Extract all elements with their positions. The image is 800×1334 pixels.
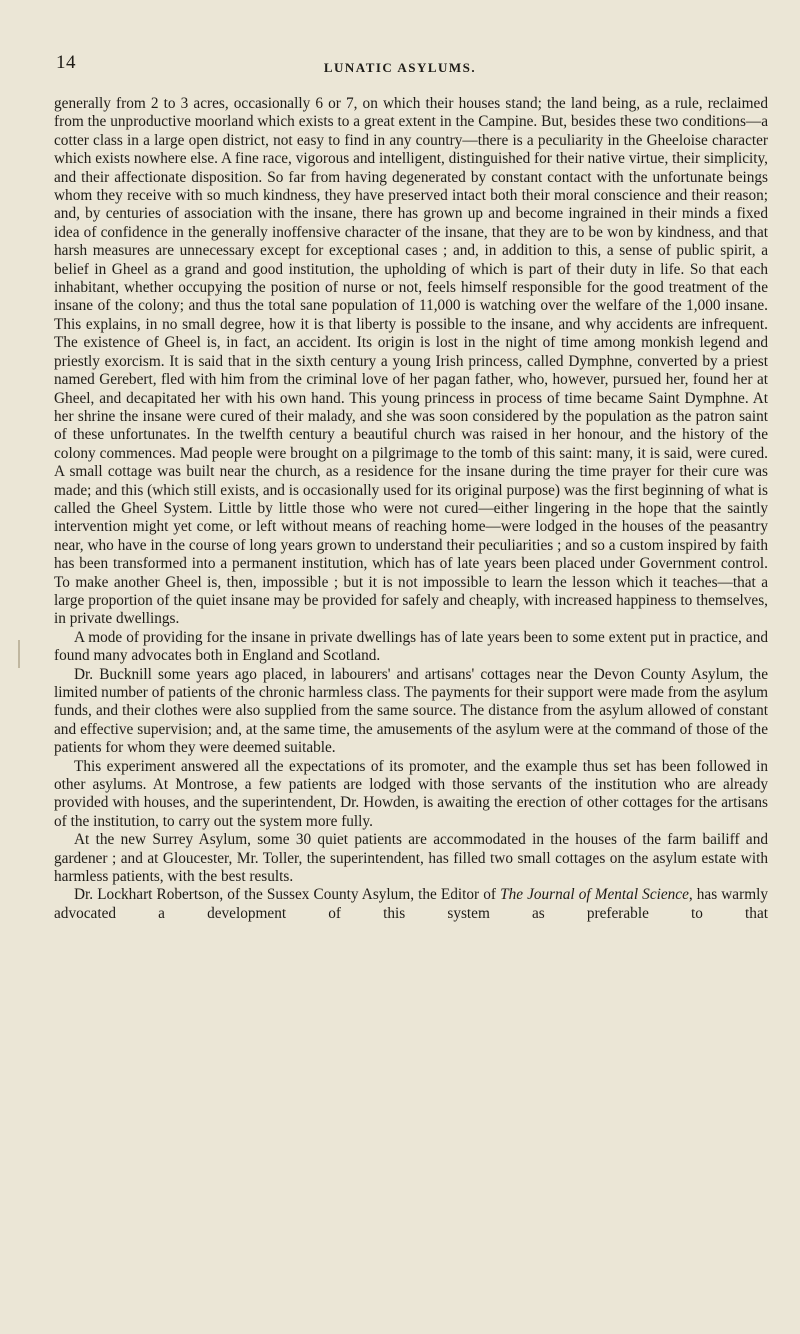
paragraph-3: Dr. Bucknill some years ago placed, in labourers' and artisans' cottages near the Devon County Asylum, the limited number of patients of the chronic harmless class. The payments for their support were made from the asylum funds, and their clothes were also supplied from the same source. The distance from the asylum allowed of constant and effective supervision; and, at the same time, the amusements of the asylum were at the command of those of the patients for whom they were deemed suitable.: [54, 665, 768, 757]
running-title: LUNATIC ASYLUMS.: [323, 60, 477, 75]
body-text: [54, 95, 768, 923]
paragraph-4: This experiment answered all the expectations of its promoter, and the example thus set has been followed in other asylums. At Montrose, a few patients are lodged with those servants of the institution who are already provided with houses, and the superintendent, Dr. Howden, is awaiting the erection of other cottages for the artisans of the institution, to carry out the system more fully.: [54, 757, 768, 830]
paragraph-1: generally from 2 to 3 acres, occasionally 6 or 7, on which their houses stand; the land being, as a rule, reclaimed from the unproductive moorland which exists to a great extent in the Campine. But, besides these two conditions—a cotter class in a large open district, not easy to find in any country—there is a peculiarity in the Gheeloise character which exists nowhere else. A fine race, vigorous and intelligent, distinguished for their native virtue, their simplicity, and their affectionate disposition. So far from having degenerated by constant contact with the unfortunate beings whom they receive with so much kindness, they have preserved intact both their moral conscience and their reason; and, by centuries of association with the insane, there has grown up and become ingrained in their minds a fixed idea of confidence in the generally inoffensive character of the insane, that they are to be won by kindness, and that harsh measures are unnecessary except for exceptional cases ; and, in addition to this, a sense of public spirit, a belief in Gheel as a grand and good institution, the upholding of which is part of their duty in life. So that each inhabitant, whether occupying the position of nurse or not, feels himself responsible for the good treatment of the insane of the colony; and thus the total sane population of 11,000 is watching over the welfare of the 1,000 insane. This explains, in no small degree, how it is that liberty is possible to the insane, and why accidents are infrequent. The existence of Gheel is, in fact, an accident. Its origin is lost in the night of time among monkish legend and priestly exorcism. It is said that in the sixth century a young Irish princess, called Dymphne, converted by a priest named Gerebert, fled with him from the criminal love of her pagan father, who, however, pursued her, found her at Gheel, and decapitated her with his own hand. This young princess in process of time became Saint Dymphne. At her shrine the insane were cured of their malady, and she was soon considered by the population as the patron saint of these unfortunates. In the twelfth century a beautiful church was raised in her honour, and the history of the colony commences. Mad people were brought on a pilgrimage to the tomb of this saint: many, it is said, were cured. A small cottage was built near the church, as a residence for the insane during the time prayer for their cure was made; and this (which still exists, and is occasionally used for its original purpose) was the first beginning of what is called the Gheel System. Little by little those who were not cured—either lingering in the hope that the saintly intervention might yet come, or left without means of reaching home—were lodged in the houses of the peasantry near, who have in the course of long years grown to understand their peculiarities ; and so a custom inspired by faith has been transformed into a permanent institution, which has of late years been placed under Government control. To make another Gheel is, then, impossible ; but it is not impossible to learn the lesson which it teaches—that a large proportion of the quiet insane may be provided for safely and cheaply, with increased happiness to themselves, in private dwellings.: [54, 95, 768, 628]
paragraph-6: [54, 886, 768, 923]
paragraph-5: At the new Surrey Asylum, some 30 quiet patients are accommodated in the houses of the farm bailiff and gardener ; and at Gloucester, Mr. Toller, the superintendent, has filled two small cottages on the asylum estate with harmless patients, with the best results.: [54, 831, 768, 886]
paragraph-6-text-end: , has warmly advocated a development of this system as preferable to that: [54, 886, 768, 922]
margin-mark: [18, 640, 20, 668]
journal-title: The Journal of Mental Science: [500, 886, 689, 904]
page-number: 14: [56, 52, 76, 73]
paragraph-6-text-start: Dr. Lockhart Robertson, of the Sussex County Asylum, the Editor of: [74, 886, 501, 904]
paragraph-2: A mode of providing for the insane in private dwellings has of late years been to some extent put in practice, and found many advocates both in England and Scotland.: [54, 628, 768, 665]
